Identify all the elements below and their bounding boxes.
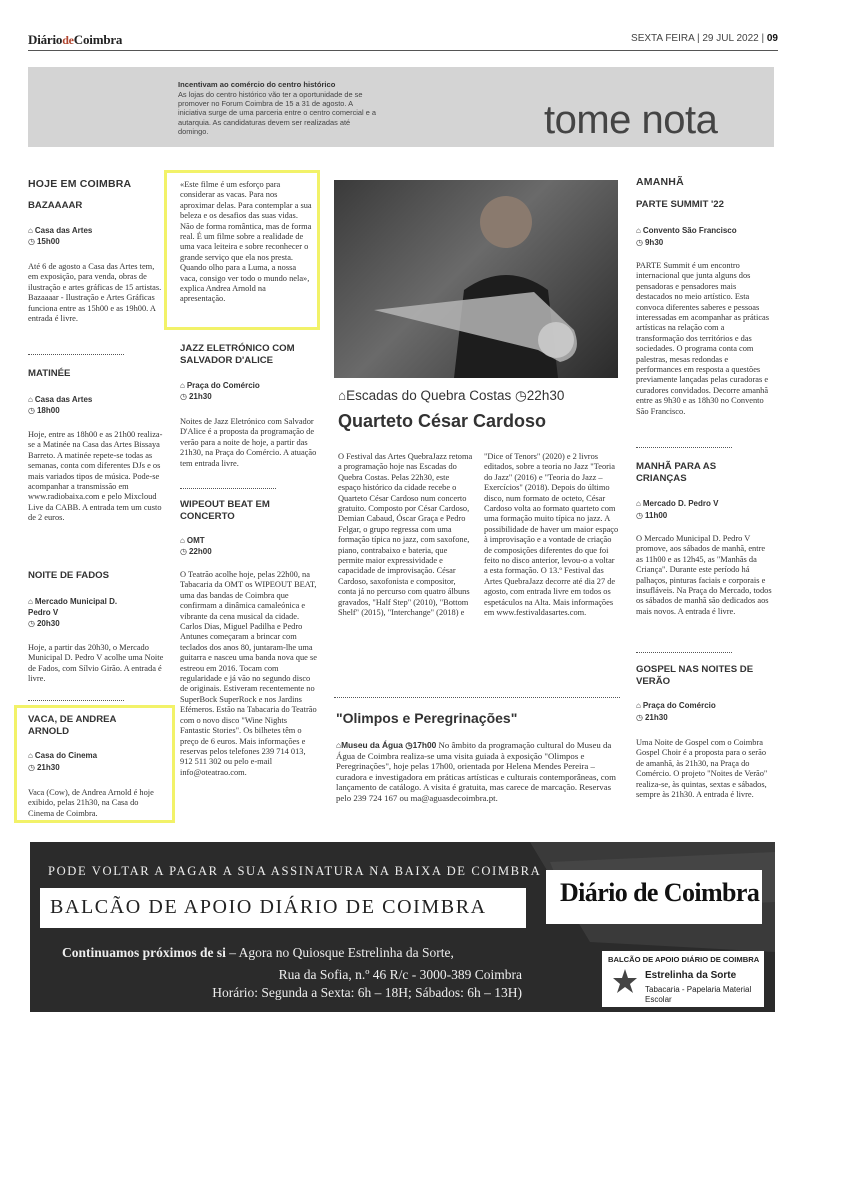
time-text: 22h00 — [188, 547, 212, 556]
event-title: BAZAAAAR — [28, 200, 83, 211]
time-text: 20h30 — [36, 619, 60, 628]
event-body: PARTE Summit é um encontro internacional que junta alguns dos pensadoras e pensadores mais destacados no meio artístico. Esta convoca diferentes saberes e pessoas interessadas em acompanhar as práticas artísticas na relação com a transformação dos territórios e das sociedades. O programa conta com palestras, mesas redondas e performances em resposta a questões previamente lançadas pelas curadoras e curadores convidados. Decorre amanhã entre as 9h30 e as 18h30 no Convento São Francisco. — [636, 261, 770, 416]
clock-icon: ◷ — [636, 713, 643, 722]
clock-icon: ◷ — [405, 740, 413, 750]
venue-text: Mercado D. Pedro V — [642, 499, 719, 508]
event-body: O Teatrão acolhe hoje, pelas 22h00, na Tabacaria da OMT os WIPEOUT BEAT, uma das bandas de Coimbra que confirmam a dinâmica camaleónica e vibrante da cena musical da cidade. Carlos Dias, Miguel Padilha e Pedro Antunes começaram a brincar com teclados dos anos 80, juntaram-lhe uma guitarra e nasceu uma banda nova que se estreou em 2016. Tocam com regularidade e já vão no segundo disco de originais. Estiveram recentemente no SuperBock SuperRock e nos Jardins Efémeros. Estão na Tabacaria do Teatrão com o novo disco "Wine Nights Fantastic Stories". Os bilhetes têm o preço de 6 euros. Mais informações e reservas pelos telefones 239 714 013, 912 511 302 ou pelo e-mail info@oteatrao.com. — [180, 570, 317, 777]
house-icon: ⌂ — [338, 388, 347, 403]
advert-top-text: PODE VOLTAR A PAGAR A SUA ASSINATURA NA BAIXA DE COIMBRA — [48, 864, 542, 878]
event-venue — [28, 225, 92, 236]
time-text: 17h00 — [412, 740, 437, 750]
divider — [334, 697, 620, 698]
kiosk-subtitle: Tabacaria - Papelaria Material Escolar — [645, 985, 752, 1004]
section-heading-today: HOJE EM COIMBRA — [28, 178, 132, 190]
event-time — [180, 391, 212, 402]
photo-illustration — [334, 180, 618, 378]
house-icon: ⌂ — [28, 226, 33, 235]
section-title: tome nota — [544, 98, 718, 142]
clock-icon: ◷ — [28, 237, 35, 246]
kiosk-name: Estrelinha da Sorte — [645, 970, 737, 981]
star-icon — [612, 968, 638, 994]
advert-title: BALCÃO DE APOIO DIÁRIO DE COIMBRA — [50, 896, 487, 918]
advert-line-1 — [62, 945, 454, 961]
masthead-part: Diário — [28, 32, 63, 47]
clock-icon: ◷ — [636, 511, 643, 520]
time-text: 11h00 — [644, 511, 668, 520]
time-text: 22h30 — [526, 388, 565, 403]
venue-text: Casa das Artes — [34, 226, 93, 235]
event-venue — [180, 535, 205, 546]
event-title: VACA, DE ANDREA ARNOLD — [28, 714, 117, 737]
house-icon: ⌂ — [636, 499, 641, 508]
event-body: Até 6 de agosto a Casa das Artes tem, em exposição, para venda, obras de ilustração e artes gráficas de 15 artistas. Bazaaaar - Ilustração e Artes Gráficas funciona entre as 15h00 e as 19h00. A entrada é livre. — [28, 262, 162, 324]
venue-text: Casa do Cinema — [34, 751, 98, 760]
event-title: GOSPEL NAS NOITES DE VERÃO — [636, 664, 754, 687]
venue-text: Museu da Água — [341, 740, 403, 750]
advert-line-1-bold: Continuamos próximos de si — [62, 945, 226, 960]
divider — [636, 447, 732, 448]
clock-icon: ◷ — [28, 763, 35, 772]
venue-text: Escadas do Quebra Costas — [346, 388, 512, 403]
event-venue — [180, 380, 260, 391]
concert-body-right: "Dice of Tenors" (2020) e 2 livros editados, sobre a teoria no Jazz "Teoria do Jazz" (2016) e "Teoria do Jazz – Exercícios" (2018). Depois do último disco, num formato de octeto, César Cardoso volta ao formato quarteto com uma formação muito típica no jazz. A possibilidade de haver um maior espaço à improvisação e a vontade de criação de composições diferentes do que foi feito no disco anterior, levou-o a voltar a esta formação. O 13.º Festival das Artes QuebraJazz decorre até dia 27 de agosto, com entrada livre em todos os espetáculos na Alta. Mais informações em www.festivaldasartes.com. — [484, 452, 619, 618]
masthead — [28, 32, 122, 48]
event-title: MANHÃ PARA AS CRIANÇAS — [636, 461, 717, 484]
event-time — [636, 237, 663, 248]
concert-title: Quarteto César Cardoso — [338, 411, 547, 431]
event-body: Vaca (Cow), de Andrea Arnold é hoje exibido, pelas 21h30, na Casa do Cinema de Coimbra. — [28, 788, 154, 818]
quote-text: «Este filme é um esforço para considerar as vacas. Para nos aproximar delas. Para contemplar a sua beleza e os desafios das suas vidas. Não de forma romântica, mas de forma real. É um filme sobre a realidade de uma vaca leiteira e sobre reconhecer o grande serviço que ela nos presta. Quando olho para a Luma, a nossa vaca, consigo ver todo o mundo nela», explica Andrea Arnold na apresentação. — [180, 180, 312, 304]
time-text: 21h30 — [188, 392, 212, 401]
house-icon: ⌂ — [180, 381, 185, 390]
olimpos-body — [336, 740, 620, 804]
event-title: NOITE DE FADOS — [28, 570, 110, 581]
header-rule — [28, 50, 778, 51]
venue-text: OMT — [186, 536, 205, 545]
saxophonist-photo — [334, 180, 618, 378]
section-heading-tomorrow: AMANHÃ — [636, 176, 684, 188]
house-icon: ⌂ — [28, 395, 33, 404]
time-text: 18h00 — [36, 406, 60, 415]
venue-text: Casa das Artes — [34, 395, 93, 404]
event-body: O Mercado Municipal D. Pedro V promove, aos sábados de manhã, entre as 11h00 e as 12h45, as "Manhãs da Criança". Durante este período há palhaços, pinturas faciais e corporais e insufláveis. Na Praça do Mercado, todos os sábados de manhã são dedicados aos mais novos. A entrada é livre. — [636, 534, 772, 616]
advert-line-3: Horário: Segunda a Sexta: 6h – 18H; Sábados: 6h – 13H) — [212, 985, 522, 1000]
advert-line-2: Rua da Sofia, n.º 46 R/c - 3000-389 Coimbra — [278, 967, 522, 982]
masthead-part: Coimbra — [73, 32, 123, 47]
date-text: SEXTA FEIRA | 29 JUL 2022 | — [631, 33, 765, 44]
olimpos-text: No âmbito da programação cultural do Museu da Água de Coimbra realiza-se uma visita guiada à exposição "Olimpos e Peregrinações", hoje pelas 17h00, orientada por Helena Mendes Pereira – curadora e investigadora em práticas artísticas e culturais contemporâneas, com lançamento de catálogo. A visita é gratuita, mas carece de marcação. Reservas pelo 239 724 167 ou ma@aguasdecoimbra.pt. — [336, 740, 616, 803]
event-body: Uma Noite de Gospel com o Coimbra Gospel Choir é a proposta para o serão de amanhã, às 21h30, na Praça do Comércio. O projeto "Noites de Verão" realiza-se, às quintas, sextas e sábados, sempre às 21h30. A entrada é livre. — [636, 738, 768, 800]
event-time — [28, 618, 60, 629]
advert-line-1-rest: – Agora no Quiosque Estrelinha da Sorte, — [225, 945, 454, 960]
time-text: 15h00 — [36, 237, 60, 246]
house-icon: ⌂ — [180, 536, 185, 545]
event-body: Noites de Jazz Eletrónico com Salvador D'Alice é a proposta da programação de verão para a noite de hoje, a partir das 21h30, na Praça do Comércio. A atuação tem entrada livre. — [180, 417, 317, 468]
event-body: Hoje, a partir das 20h30, o Mercado Municipal D. Pedro V acolhe uma Noite de Fados, com Sílvio Girão. A entrada é livre. — [28, 643, 164, 684]
event-time — [636, 712, 668, 723]
event-venue — [28, 750, 97, 761]
advert-logo: Diário de Coimbra — [560, 878, 760, 907]
event-time — [28, 762, 60, 773]
divider — [28, 700, 124, 701]
venue-text: Praça do Comércio — [642, 701, 716, 710]
masthead-part: de — [62, 33, 74, 47]
concert-meta — [338, 388, 564, 404]
band-text: As lojas do centro histórico vão ter a oportunidade de se promover no Forum Coimbra de 15 a 31 de agosto. A iniciativa surge de uma parceria entre o centro comercial e a autarquia. As candidaturas devem ser realizadas até domingo. — [178, 90, 377, 136]
page-number: 09 — [766, 33, 778, 44]
event-title: PARTE SUMMIT '22 — [636, 199, 724, 210]
clock-icon: ◷ — [180, 547, 187, 556]
time-text: 21h30 — [36, 763, 60, 772]
divider — [180, 488, 276, 489]
house-icon: ⌂ — [636, 701, 641, 710]
time-text: 21h30 — [644, 713, 668, 722]
house-icon: ⌂ — [336, 740, 342, 750]
concert-body-left: O Festival das Artes QuebraJazz retoma a programação hoje nas Escadas do Quebra Costas. Pelas 22h30, este espaço histórico da cidade recebe o Quarteto César Cardoso num concerto gratuito. Composto por César Cardoso, Demian Cabaud, Óscar Graça e Pedro Felgar, o grupo regressa com uma formação típica no jazz, com saxofone, piano, contrabaixo e bateria, que permite maior expressividade e capacidade de improvisação. César Cardoso, saxofonista e compositor, conta já no percurso com quatro álbuns gravados, "Half Step" (2010), "Bottom Shelf" (2015), "Interchange" (2018) e — [338, 452, 473, 618]
time-text: 9h30 — [644, 238, 664, 247]
divider — [28, 354, 124, 355]
house-icon: ⌂ — [636, 226, 641, 235]
clock-icon: ◷ — [515, 388, 527, 403]
event-time — [28, 405, 60, 416]
event-venue — [28, 394, 92, 405]
event-body: Hoje, entre as 18h00 e as 21h00 realiza-se a Matinée na Casa das Artes Bissaya Barreto. A matinée repete-se todas as semanas, conta com diferentes DJs e os mais variados tipos de música. Pode-se acompanhar a transmissão em www.radiobaixa.com e pelo Mixcloud Live da CABB. A entrada tem um custo de 2 euros. — [28, 430, 163, 523]
olimpos-title: "Olimpos e Peregrinações" — [336, 710, 518, 726]
kiosk-panel-title: BALCÃO DE APOIO DIÁRIO DE COIMBRA — [608, 955, 760, 964]
clock-icon: ◷ — [28, 406, 35, 415]
event-venue — [636, 225, 737, 236]
clock-icon: ◷ — [636, 238, 643, 247]
dateline — [631, 33, 778, 44]
venue-text: Praça do Comércio — [186, 381, 260, 390]
house-icon: ⌂ — [28, 751, 33, 760]
venue-text: Mercado Municipal D. Pedro V — [28, 597, 118, 617]
event-venue — [636, 498, 718, 509]
event-venue — [28, 596, 128, 618]
house-icon: ⌂ — [28, 597, 33, 606]
venue-text: Convento São Francisco — [642, 226, 737, 235]
band-headline: Incentivam ao comércio do centro histórico — [178, 80, 336, 89]
clock-icon: ◷ — [180, 392, 187, 401]
event-time — [180, 546, 212, 557]
event-title: WIPEOUT BEAT EM CONCERTO — [180, 499, 270, 522]
divider — [636, 652, 732, 653]
event-title: MATINÉE — [28, 368, 71, 379]
event-time — [28, 236, 60, 247]
clock-icon: ◷ — [28, 619, 35, 628]
event-time — [636, 510, 667, 521]
event-venue — [636, 700, 716, 711]
event-title: JAZZ ELETRÓNICO COM SALVADOR D'ALICE — [180, 343, 295, 366]
